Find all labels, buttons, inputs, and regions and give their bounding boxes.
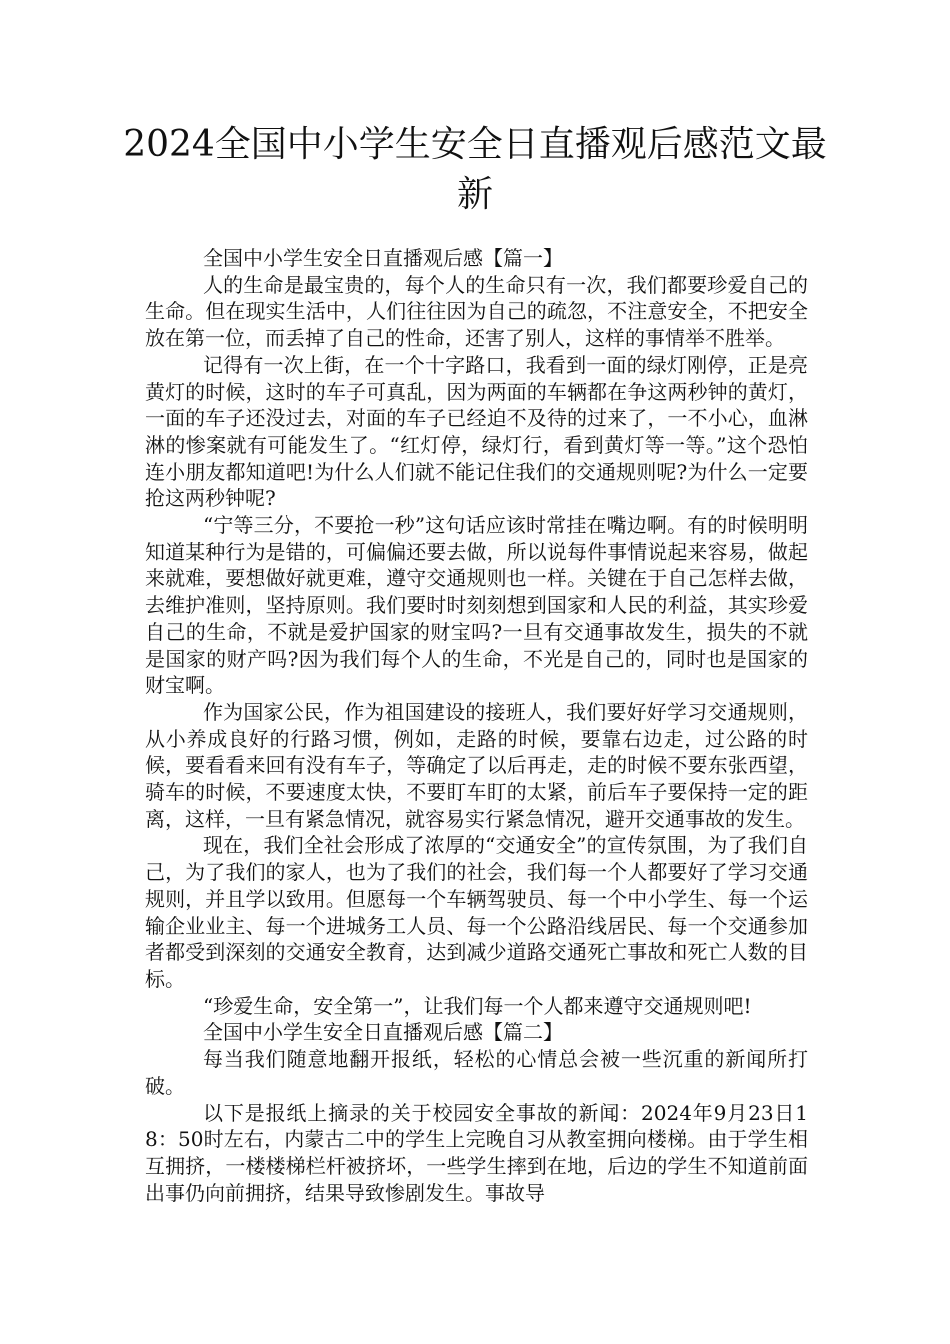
- paragraph: “珍爱生命，安全第一”，让我们每一个人都来遵守交通规则吧!: [203, 993, 752, 1018]
- document-title: 2024全国中小学生安全日直播观后感范文最新: [123, 124, 827, 215]
- paragraph: 以下是报纸上摘录的关于校园安全事故的新闻：2024年9月23日18：50时左右，内蒙古二中的学生上完晚自习从教室拥向楼梯。由于学生相互拥挤，一楼楼梯栏杆被挤坏，一些学生摔到在地，后边的学生不知道前面出事仍向前拥挤，结果导致惨剧发生。事故导: [145, 1100, 808, 1205]
- paragraph: 每当我们随意地翻开报纸，轻松的心情总会被一些沉重的新闻所打破。: [145, 1047, 808, 1098]
- document-body: [145, 245, 808, 1206]
- section-heading-1: 全国中小学生安全日直播观后感【篇一】: [203, 246, 563, 270]
- paragraph: 人的生命是最宝贵的，每个人的生命只有一次，我们都要珍爱自己的生命。但在现实生活中，人们往往因为自己的疏忽，不注意安全，不把安全放在第一位，而丢掉了自己的性命，还害了别人，这样的事情举不胜举。: [145, 272, 808, 351]
- paragraph: 记得有一次上街，在一个十字路口，我看到一面的绿灯刚停，正是亮黄灯的时候，这时的车子可真乱，因为两面的车辆都在争这两秒钟的黄灯，一面的车子还没过去，对面的车子已经迫不及待的过来了，一不小心，血淋淋的惨案就有可能发生了。“红灯停，绿灯行，看到黄灯等一等。”这个恐怕连小朋友都知道吧!为什么人们就不能记住我们的交通规则呢?为什么一定要抢这两秒钟呢?: [145, 352, 808, 511]
- paragraph: “宁等三分，不要抢一秒”这句话应该时常挂在嘴边啊。有的时候明明知道某种行为是错的，可偏偏还要去做，所以说每件事情说起来容易，做起来就难，要想做好就更难，遵守交通规则也一样。关键在于自己怎样去做，去维护准则，坚持原则。我们要时时刻刻想到国家和人民的利益，其实珍爱自己的生命，不就是爱护国家的财宝吗?一旦有交通事故发生，损失的不就是国家的财产吗?因为我们每个人的生命，不光是自己的，同时也是国家的财宝啊。: [145, 513, 808, 698]
- paragraph: 现在，我们全社会形成了浓厚的“交通安全”的宣传氛围，为了我们自己，为了我们的家人，也为了我们的社会，我们每一个人都要好了学习交通规则，并且学以致用。但愿每一个车辆驾驶员、每一个中小学生、每一个运输企业业主、每一个进城务工人员、每一个公路沿线居民、每一个交通参加者都受到深刻的交通安全教育，达到减少道路交通死亡事故和死亡人数的目标。: [145, 833, 808, 991]
- section-heading-2: 全国中小学生安全日直播观后感【篇二】: [203, 1020, 563, 1045]
- paragraph: 作为国家公民，作为祖国建设的接班人，我们要好好学习交通规则，从小养成良好的行路习惯，例如，走路的时候，要靠右边走，过公路的时候，要看看来回有没有车子，等确定了以后再走，走的时候不要东张西望，骑车的时候，不要速度太快，不要盯车盯的太紧，前后车子要保持一定的距离，这样，一旦有紧急情况，就容易实行紧急情况，避开交通事故的发生。: [145, 699, 808, 831]
